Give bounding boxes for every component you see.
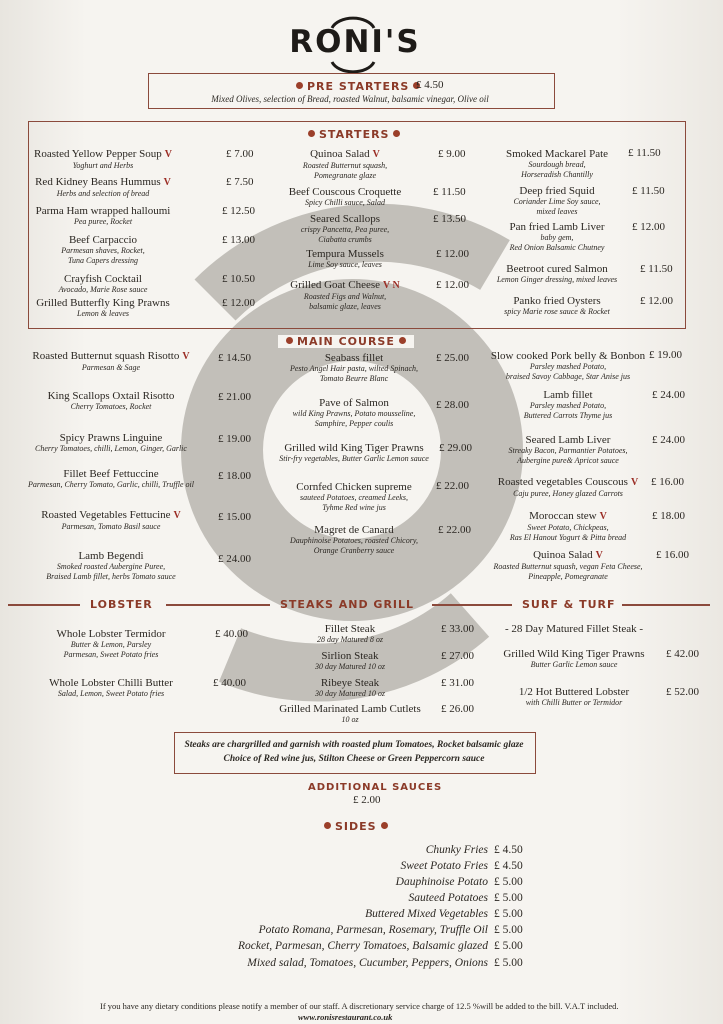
starter-item-price: £ 11.50 <box>628 147 661 159</box>
main-course-item-desc: Caju puree, Honey glazed Carrots <box>513 489 623 498</box>
main-course-item-desc: Dauphinoise Potatoes, roasted Chicory, <box>290 536 418 545</box>
main-course-item-price: £ 24.00 <box>652 389 685 401</box>
starter-item-desc: Lime Soy sauce, leaves <box>308 260 382 269</box>
main-course-item-name <box>272 397 436 409</box>
starter-item <box>265 279 425 312</box>
steak-item-name-text: Fillet Steak <box>324 623 376 635</box>
starter-item-name-text: Red Kidney Beans Hummus <box>35 176 161 188</box>
starter-item <box>18 273 188 295</box>
divider-mid-left <box>166 604 270 606</box>
main-course-item-desc2: Tyhme Red wine jus <box>322 503 386 512</box>
surf-turf-item-name-text: 1/2 Hot Buttered Lobster <box>518 686 630 698</box>
starter-item <box>18 297 188 319</box>
steak-item-name-text: Ribeye Steak <box>320 677 380 689</box>
main-course-item-name-text: King Scallops Oxtail Risotto <box>47 390 175 402</box>
main-course-item-name-text: Quinoa Salad <box>533 549 593 561</box>
surf-turf-item-price: £ 52.00 <box>666 686 699 698</box>
main-course-item-price: £ 14.50 <box>218 352 251 364</box>
main-course-item-name <box>486 350 650 362</box>
surf-turf-item-price: £ 42.00 <box>666 648 699 660</box>
brand-name: RONI'S <box>289 24 421 60</box>
starter-item-name-text: Beetroot cured Salmon <box>506 263 608 275</box>
main-course-item-desc2: Pineapple, Pomegranate <box>528 572 608 581</box>
steak-item <box>268 677 432 699</box>
main-course-item-name <box>22 432 200 444</box>
lobster-item-name-text: Whole Lobster Termidor <box>56 628 166 640</box>
surf-turf-item <box>494 623 654 635</box>
main-course-item-name-text: Fillet Beef Fettuccine <box>63 468 159 480</box>
main-course-item-name-text: Moroccan stew <box>529 510 597 522</box>
lobster-item-name <box>44 628 178 640</box>
side-item-name: Buttered Mixed Vegetables <box>365 908 488 920</box>
surf-title: SURF & TURF <box>522 598 616 611</box>
starter-item-name-text: Smoked Mackarel Pate <box>505 148 609 160</box>
starter-item <box>265 213 425 245</box>
starter-item-price: £ 9.00 <box>438 148 466 160</box>
prestarters-desc: Mixed Olives, selection of Bread, roasted Walnut, balsamic vinegar, Olive oil <box>211 94 489 104</box>
main-course-item <box>486 476 650 499</box>
starter-item-name <box>18 148 188 161</box>
starter-item-desc: Herbs and selection of bread <box>56 189 150 198</box>
starter-item-desc: Roasted Butternut squash, <box>302 161 388 170</box>
starter-item-name <box>18 234 188 246</box>
lobster-item-desc: Salad, Lemon, Sweet Potato fries <box>57 689 165 698</box>
starter-item-desc: Spicy Chilli sauce, Salad <box>305 198 385 207</box>
starter-item <box>488 221 626 253</box>
steak-item-price: £ 31.00 <box>441 677 474 689</box>
divider-right <box>622 604 710 606</box>
starter-item-price: £ 12.00 <box>640 295 673 307</box>
starter-item-desc2: balsamic glaze, leaves <box>309 302 381 311</box>
starter-item-name-text: Beef Couscous Croquette <box>288 186 402 198</box>
main-course-item <box>272 397 436 429</box>
main-course-item-name-text: Lamb Begendi <box>78 550 144 562</box>
side-item-name: Dauphinoise Potato <box>395 876 488 888</box>
side-item-price: £ 5.00 <box>494 908 523 920</box>
steak-note-line2: Choice of Red wine jus, Stilton Cheese or Green Peppercorn sauce <box>223 754 485 764</box>
starter-item-desc: Coriander Lime Soy sauce, <box>513 197 601 206</box>
main-course-item-desc2: Ras El Hanout Yogurt & Pitta bread <box>509 533 627 542</box>
main-course-item-name-text: Cornfed Chicken supreme <box>296 481 412 493</box>
lobster-item <box>44 628 178 660</box>
starter-item <box>18 176 188 199</box>
lobster-item-price: £ 40.00 <box>213 677 246 689</box>
main-course-item-name-text: Seabass fillet <box>324 352 384 364</box>
starter-item-name <box>18 176 188 189</box>
surf-turf-item-name <box>494 686 654 698</box>
main-course-item-price: £ 15.00 <box>218 511 251 523</box>
starter-item-name-text: Seared Scallops <box>310 213 380 225</box>
main-course-item-desc: Smoked roasted Aubergine Puree, <box>56 562 166 571</box>
starter-item-name <box>265 248 425 260</box>
steaks-title: STEAKS AND GRILL <box>280 598 415 611</box>
steak-item-price: £ 26.00 <box>441 703 474 715</box>
main-course-item-diet-tag: V <box>630 477 639 488</box>
main-course-item-desc2: Tomato Beurre Blanc <box>319 374 389 383</box>
main-course-item-name <box>22 550 200 562</box>
sides-title: SIDES <box>320 820 392 833</box>
main-course-item-diet-tag: V <box>182 351 190 362</box>
main-course-item <box>22 432 200 454</box>
main-course-item <box>486 510 650 543</box>
side-item-name: Chunky Fries <box>425 844 488 856</box>
starter-item-price: £ 12.00 <box>632 221 665 233</box>
main-course-item-name-text: Roasted Vegetables Fettucine <box>41 509 171 521</box>
starter-item <box>265 148 425 181</box>
surf-turf-item-desc: with Chilli Butter or Termidor <box>525 698 623 707</box>
starter-item <box>488 263 626 285</box>
starter-item-name <box>18 205 188 217</box>
starter-item-price: £ 11.50 <box>632 185 665 197</box>
main-course-item-desc: Parmesan, Cherry Tomato, Garlic, chilli, Truffle oil <box>28 480 194 489</box>
main-course-item-desc2: Buttered Carrots Thyme jus <box>523 411 613 420</box>
starter-item-desc: Lemon & leaves <box>77 309 129 318</box>
starter-item-desc: Sourdough bread, <box>528 160 586 169</box>
main-course-item-desc: Parsley mashed Potato, <box>529 362 607 371</box>
main-course-item-name <box>272 442 436 454</box>
main-course-item-price: £ 29.00 <box>439 442 472 454</box>
footer-notice: If you have any dietary conditions please notify a member of our staff. A discretionary service charge of 12.5 %will be added to the bill. V.A.T included. <box>100 1001 619 1011</box>
divider-left <box>8 604 80 606</box>
side-item-name: Mixed salad, Tomatoes, Cucumber, Peppers, Onions <box>247 957 488 969</box>
main-course-item-price: £ 24.00 <box>218 553 251 565</box>
starter-item <box>488 295 626 317</box>
starter-item-price: £ 7.50 <box>226 176 254 188</box>
main-course-item-name <box>486 476 650 489</box>
side-item-name: Sauteed Potatoes <box>408 892 488 904</box>
main-course-item-desc: Cherry Tomatoes, chilli, Lemon, Ginger, Garlic <box>35 444 187 453</box>
starter-item-price: £ 7.00 <box>226 148 254 160</box>
main-course-item-name <box>272 481 436 493</box>
main-course-item <box>486 389 650 421</box>
starter-item-name <box>265 186 425 198</box>
starter-item-desc: Yoghurt and Herbs <box>72 161 134 170</box>
main-course-item <box>22 509 200 532</box>
starter-item <box>18 234 188 266</box>
main-course-item-name <box>22 509 200 522</box>
main-course-item-desc: Roasted Butternut squash, vegan Feta Cheese, <box>493 562 643 571</box>
main-course-item-desc: Cherry Tomatoes, Rocket <box>70 402 152 411</box>
starter-item-desc2: Red Onion Balsamic Chutney <box>509 243 605 252</box>
starter-item-name-text: Deep fried Squid <box>519 185 595 197</box>
steak-item-price: £ 33.00 <box>441 623 474 635</box>
steak-item-name <box>268 677 432 689</box>
starter-item <box>18 148 188 171</box>
main-course-item <box>272 442 436 464</box>
starter-item-name-text: Panko fried Oysters <box>513 295 601 307</box>
main-course-item-name <box>486 434 650 446</box>
starter-item <box>488 185 626 217</box>
main-course-item-price: £ 16.00 <box>656 549 689 561</box>
main-course-item-price: £ 25.00 <box>436 352 469 364</box>
steak-item-desc: 10 oz <box>341 715 359 724</box>
main-course-item-name-text: Slow cooked Pork belly & Bonbon <box>490 350 646 362</box>
starter-item-name <box>488 148 626 160</box>
main-course-item-desc: wild King Prawns, Potato mousseline, <box>292 409 416 418</box>
main-course-item-name <box>486 389 650 401</box>
steak-item <box>268 623 432 645</box>
main-course-item <box>22 468 200 490</box>
main-course-item-name <box>486 510 650 523</box>
main-course-item-desc: Parsley mashed Potato, <box>529 401 607 410</box>
surf-turf-item-name-text: - 28 Day Matured Fillet Steak - <box>504 623 644 635</box>
starter-item-name-text: Roasted Yellow Pepper Soup <box>34 148 162 160</box>
starter-item-price: £ 10.50 <box>222 273 255 285</box>
main-course-item-name <box>486 549 650 562</box>
starter-item-name-text: Tempura Mussels <box>306 248 384 260</box>
main-course-item-price: £ 28.00 <box>436 399 469 411</box>
main-course-item-price: £ 16.00 <box>651 476 684 488</box>
surf-turf-item-desc: Butter Garlic Lemon sauce <box>530 660 618 669</box>
main-course-item-price: £ 22.00 <box>438 524 471 536</box>
starter-item-price: £ 12.00 <box>436 248 469 260</box>
side-item-name: Sweet Potato Fries <box>400 860 488 872</box>
main-course-item <box>272 524 436 556</box>
starter-item-desc: Avocado, Marie Rose sauce <box>58 285 148 294</box>
steak-item-name <box>268 623 432 635</box>
starter-item-name-text: Grilled Goat Cheese <box>290 279 381 291</box>
side-item-price: £ 5.00 <box>494 892 523 904</box>
main-course-item-desc: Streaky Bacon, Parmantier Potatoes, <box>508 446 628 455</box>
main-course-item <box>272 481 436 513</box>
main-course-item-price: £ 18.00 <box>652 510 685 522</box>
starter-item-name-text: Grilled Butterfly King Prawns <box>36 297 170 309</box>
starter-item-desc: Roasted Figs and Walnut, <box>303 292 387 301</box>
main-course-item-desc: Parmesan, Tomato Basil sauce <box>61 522 161 531</box>
side-item-price: £ 4.50 <box>494 860 523 872</box>
lobster-item-desc2: Parmesan, Sweet Potato fries <box>63 650 159 659</box>
sauces-title: ADDITIONAL SAUCES <box>308 782 443 793</box>
steak-note-line1: Steaks are chargrilled and garnish with roasted plum Tomatoes, Rocket balsamic glaze <box>184 740 524 750</box>
lobster-item <box>44 677 178 699</box>
starter-item-desc: Pea puree, Rocket <box>73 217 133 226</box>
main-course-item-name <box>272 524 436 536</box>
main-course-item <box>22 390 200 412</box>
main-course-item-price: £ 19.00 <box>218 433 251 445</box>
starter-item-price: £ 12.50 <box>222 205 255 217</box>
main-course-item-name-text: Seared Lamb Liver <box>525 434 611 446</box>
starter-item-name-text: Quinoa Salad <box>310 148 370 160</box>
starter-item-desc: Lemon Ginger dressing, mixed leaves <box>496 275 618 284</box>
starter-item-name-text: Parma Ham wrapped halloumi <box>35 205 171 217</box>
main-course-item-desc: Parmesan & Sage <box>81 363 141 372</box>
starter-item-name <box>265 213 425 225</box>
main-course-item-desc2: Orange Cranberry sauce <box>313 546 395 555</box>
prestarters-price: £ 4.50 <box>416 79 444 91</box>
main-course-item-name-text: Pave of Salmon <box>319 397 389 409</box>
starter-item <box>488 148 626 180</box>
main-course-item-desc: Stir-fry vegetables, Butter Garlic Lemon sauce <box>279 454 429 463</box>
side-item-price: £ 5.00 <box>494 924 523 936</box>
starter-item-diet-tag: V <box>163 177 171 188</box>
starter-item-desc: spicy Marie rose sauce & Rocket <box>504 307 610 316</box>
starter-item-name <box>18 297 188 309</box>
steak-item-name <box>268 650 432 662</box>
main-course-item-name-text: Spicy Prawns Linguine <box>59 432 163 444</box>
sauces-price: £ 2.00 <box>353 794 381 806</box>
lobster-item-desc: Butter & Lemon, Parsley <box>70 640 152 649</box>
steak-item-desc: 30 day Matured 10 oz <box>315 689 385 698</box>
side-item-price: £ 5.00 <box>494 876 523 888</box>
starter-item-name-text: Pan fried Lamb Liver <box>509 221 605 233</box>
starter-item-price: £ 13.50 <box>433 213 466 225</box>
main-course-item <box>272 352 436 384</box>
starter-item-price: £ 12.00 <box>222 297 255 309</box>
side-item-price: £ 5.00 <box>494 940 523 952</box>
starter-item-desc: crispy Pancetta, Pea puree, <box>300 225 390 234</box>
steak-item <box>268 650 432 672</box>
surf-turf-item-name <box>494 623 654 635</box>
starter-item-name <box>488 185 626 197</box>
starter-item-name <box>265 148 425 161</box>
starter-item-price: £ 11.50 <box>433 186 466 198</box>
lobster-item-price: £ 40.00 <box>215 628 248 640</box>
main-course-item-price: £ 19.00 <box>649 349 682 361</box>
main-course-item-price: £ 22.00 <box>436 480 469 492</box>
side-item-name: Rocket, Parmesan, Cherry Tomatoes, Balsamic glazed <box>238 940 488 952</box>
main-course-item-desc: Sweet Potato, Chickpeas, <box>527 523 609 532</box>
steak-item-price: £ 27.00 <box>441 650 474 662</box>
starter-item <box>265 248 425 270</box>
main-course-item <box>486 434 650 466</box>
main-course-item-name-text: Roasted Butternut squash Risotto <box>32 350 180 362</box>
main-course-item <box>22 350 200 373</box>
starter-item-desc2: Tuna Capers dressing <box>68 256 138 265</box>
starter-item-name-text: Crayfish Cocktail <box>64 273 142 285</box>
starter-item-desc: baby gem, <box>540 233 574 242</box>
lobster-item-name-text: Whole Lobster Chilli Butter <box>49 677 173 689</box>
main-title: MAIN COURSE <box>278 335 414 348</box>
steak-item-desc: 28 day Matured 8 oz <box>317 635 383 644</box>
starter-item-name <box>488 263 626 275</box>
steak-item-name-text: Sirlion Steak <box>321 650 379 662</box>
starter-item-name <box>488 221 626 233</box>
surf-turf-item <box>494 686 654 708</box>
starter-item-name <box>18 273 188 285</box>
main-course-item-diet-tag: V <box>595 550 603 561</box>
main-course-item-desc2: Aubergine pure& Apricot sauce <box>517 456 619 465</box>
steak-item-name <box>268 703 432 715</box>
main-course-item-desc2: braised Savoy Cabbage, Star Anise jus <box>505 372 631 381</box>
main-course-item-name <box>272 352 436 364</box>
main-course-item-name-text: Lamb fillet <box>543 389 593 401</box>
steak-note <box>176 738 532 766</box>
main-course-item-name-text: Magret de Canard <box>314 524 394 536</box>
main-course-item-desc: Pesto Angel Hair pasta, wilted Spinach, <box>289 364 419 373</box>
main-course-item-desc2: Samphire, Pepper coulis <box>314 419 394 428</box>
brand-logo <box>270 12 440 74</box>
main-course-item-price: £ 21.00 <box>218 391 251 403</box>
starters-title: STARTERS <box>300 128 408 141</box>
starter-item <box>18 205 188 227</box>
main-course-item-name-text: Roasted vegetables Couscous <box>497 476 628 488</box>
starter-item-desc2: mixed leaves <box>536 207 578 216</box>
lobster-item-name <box>44 677 178 689</box>
main-course-item-name <box>22 468 200 480</box>
main-course-item <box>486 549 650 582</box>
starter-item-desc2: Horseradish Chantilly <box>521 170 593 179</box>
surf-turf-item-name-text: Grilled Wild King Tiger Prawns <box>503 648 645 660</box>
main-course-item-diet-tag: V <box>599 511 607 522</box>
starter-item-name <box>488 295 626 307</box>
starter-item-name <box>265 279 425 292</box>
main-course-item-desc2: Braised Lamb fillet, herbs Tomato sauce <box>46 572 176 581</box>
main-course-item-name <box>22 350 200 363</box>
steak-item <box>268 703 432 725</box>
main-course-item <box>22 550 200 582</box>
side-item-name: Potato Romana, Parmesan, Rosemary, Truffle Oil <box>258 924 488 936</box>
starter-item-price: £ 11.50 <box>640 263 673 275</box>
main-course-item-price: £ 18.00 <box>218 470 251 482</box>
main-course-item-price: £ 24.00 <box>652 434 685 446</box>
starter-item-price: £ 13.00 <box>222 234 255 246</box>
steak-item-name-text: Grilled Marinated Lamb Cutlets <box>279 703 421 715</box>
starter-item <box>265 186 425 208</box>
divider-mid-right <box>432 604 512 606</box>
surf-turf-item <box>494 648 654 670</box>
starter-item-price: £ 12.00 <box>436 279 469 291</box>
main-course-item-name <box>22 390 200 402</box>
footer-website: www.ronisrestaurant.co.uk <box>298 1012 393 1022</box>
main-course-item-desc: sauteed Potatoes, creamed Leeks, <box>300 493 408 502</box>
main-course-item <box>486 350 650 382</box>
side-item-price: £ 4.50 <box>494 844 523 856</box>
starter-item-name-text: Beef Carpaccio <box>68 234 138 246</box>
starter-item-diet-tag: V N <box>383 280 400 291</box>
main-course-item-diet-tag: V <box>173 510 181 521</box>
starter-item-desc2: Ciabatta crumbs <box>318 235 372 244</box>
main-course-item-name-text: Grilled wild King Tiger Prawns <box>284 442 424 454</box>
starter-item-diet-tag: V <box>372 149 380 160</box>
starter-item-desc2: Pomegranate glaze <box>314 171 376 180</box>
steak-item-desc: 30 day Matured 10 oz <box>315 662 385 671</box>
lobster-title: LOBSTER <box>90 598 153 611</box>
prestarters-title: PRE STARTERS <box>292 80 424 93</box>
side-item-price: £ 5.00 <box>494 957 523 969</box>
surf-turf-item-name <box>494 648 654 660</box>
starter-item-diet-tag: V <box>164 149 172 160</box>
starter-item-desc: Parmesan shaves, Rocket, <box>61 246 145 255</box>
